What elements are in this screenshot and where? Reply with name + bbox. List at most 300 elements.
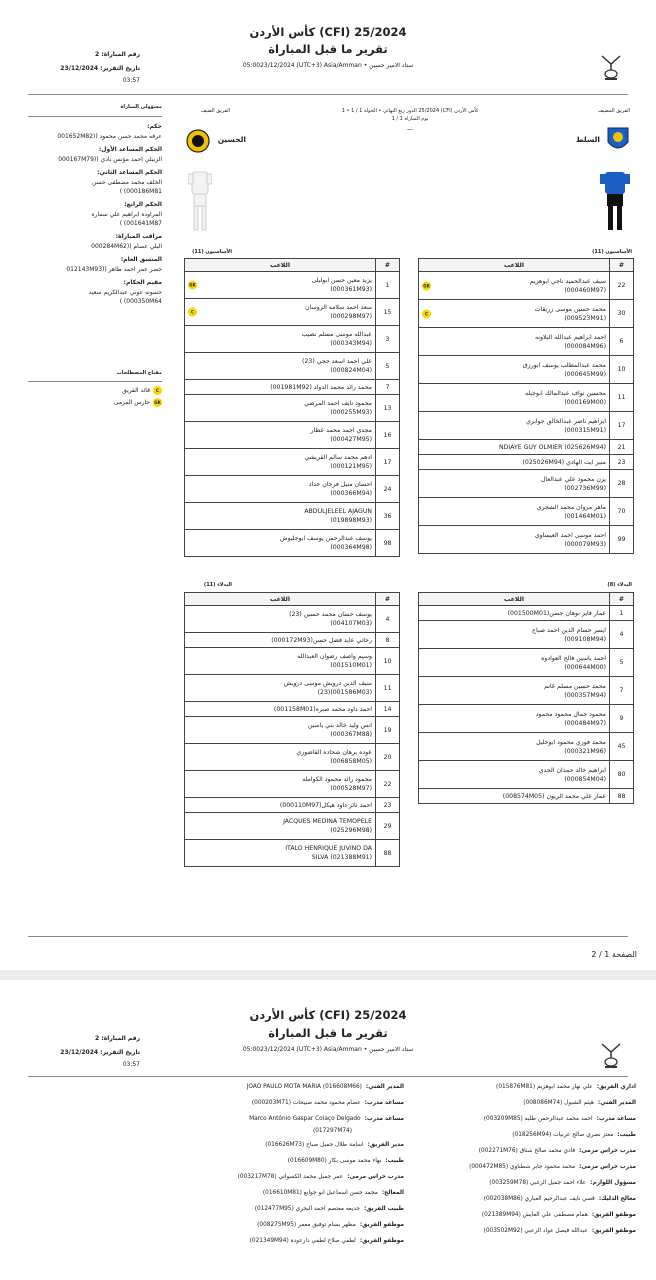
player-code: (000854M04) [564,775,606,783]
report-date-p2: تاريخ التقرير: 23/12/2024 [60,1049,140,1056]
staff-entry [479,1148,636,1154]
player-name: ابراهيم خالد حمدان الجدي [538,766,606,774]
player-name: ابراهيم ناصر عبدالخالق جوابري [525,417,606,425]
player-row [185,744,400,771]
player-number: 36 [376,503,400,530]
away-team-label: الفريق الضيف [200,108,230,114]
player-number: 29 [376,813,400,840]
column-header-player: اللاعب [419,259,610,272]
player-code: (000255M93) [330,409,372,416]
player-code: (000484M97) [564,719,606,727]
federation-logo [598,52,624,86]
player-cell [185,840,376,867]
player-cell [419,789,610,804]
staff-entry [484,1116,636,1122]
player-cell [185,530,376,557]
official-name: المراوده ابراهيم علي سماره [91,211,162,218]
official-entry [28,123,162,140]
away-staff-list [190,1084,404,1274]
player-cell [185,272,376,299]
report-time-p2: 03:57 [122,1061,140,1068]
player-cell [185,813,376,840]
player-row [419,412,634,440]
official-entry [28,169,162,195]
player-cell [419,455,610,470]
player-cell [419,606,610,621]
player-code: (000298M97) [330,313,372,320]
official-role: مقيم الحكام: [123,279,162,286]
report-time: 03:57 [122,77,140,84]
player-code: (000824M04) [330,367,372,374]
player-row [185,798,400,813]
player-cell [419,498,610,526]
staff-name: همام مصطفى علي العايش (021389M94) [481,1212,588,1218]
column-header-player: اللاعب [419,593,610,606]
player-number: 1 [610,606,634,621]
staff-name: محمد حسن اسماعيل ابو جوابع (016610M81) [262,1190,378,1196]
table-header-row [185,593,400,606]
staff-entry [238,1174,404,1180]
table-header-row [185,259,400,272]
staff-entry [484,1228,636,1234]
official-entry [28,201,162,227]
page-number: الصفحة 1 / 2 [591,950,637,959]
player-code: (000645M99) [564,370,606,378]
table-header-row [419,259,634,272]
staff-name: عصام محمود محمد صبيحات (000203M71) [251,1100,361,1106]
player-row [419,440,634,455]
official-code: 000186M81) ) [119,188,162,195]
player-name: محمد حسين موسى زريقات [534,305,606,313]
player-name: محمد حسين مسلم غانم [544,682,606,690]
player-number: 22 [376,771,400,798]
official-name: البلي عصام ((000284M62 [91,243,162,250]
home-subs-title: البدلاء (8) [607,582,632,588]
player-row [185,717,400,744]
staff-name: Marco António Gaspar Colaço Delgado [249,1116,361,1122]
staff-entry [247,1084,404,1090]
away-kit-icon [188,170,212,240]
player-cell [185,606,376,633]
player-name: NDIAYE GUY OLMIER (025626M94) [498,443,606,451]
player-number: 19 [376,717,400,744]
player-cell [185,449,376,476]
staff-name: مظهر بسام توفيق معمر (008275M95) [257,1222,356,1228]
staff-entry [469,1164,636,1170]
player-code: (000121M95) [330,463,372,470]
column-header-player: اللاعب [185,259,376,272]
staff-name: فادي محمد صالح شناق (002271M76) [478,1148,576,1154]
staff-role: مدير الفريق: [367,1142,404,1148]
player-cell [419,733,610,761]
staff-name: محمد محمود جابر شطناوي (000472M85) [469,1164,576,1170]
player-row [185,771,400,798]
player-name: رحاتي عايد فضل حسن(000172M93) [271,636,372,644]
player-name: يوسف عبدالرحمن يوسف ابوجليوش [280,535,372,542]
staff-entry [482,1212,636,1218]
player-row [419,526,634,554]
player-code: (000366M94) [330,490,372,497]
table-header-row [419,593,634,606]
home-kit-icon [600,170,630,240]
player-code: (000357M94) [564,691,606,699]
player-number: 21 [610,440,634,455]
player-row [185,530,400,557]
player-name: محمود جمال محمود محمود [535,710,606,718]
player-number: 14 [376,702,400,717]
official-code: 001641M87) ) [119,220,162,227]
staff-role: مساعد مدرب: [364,1116,404,1122]
home-starters-title: الأساسيون (11) [592,249,632,255]
official-role: مراقب المباراة: [115,233,162,240]
staff-name: بهاء محمد موسى بكار (016609M80) [287,1158,382,1164]
player-code: (025296M98) [330,827,372,834]
away-subs-title: البدلاء (11) [203,582,232,588]
staff-role: طبيب: [385,1158,404,1164]
staff-role: موظفو الفريق: [359,1222,404,1228]
captain-badge-icon: C [153,386,162,395]
player-cell [419,705,610,733]
player-code: (006858M05) [330,758,372,765]
player-row [419,328,634,356]
staff-role: المدير الفني: [365,1084,404,1090]
official-entry [28,146,162,163]
player-cell [185,675,376,702]
staff-entry [252,1100,404,1106]
away-starters-table [184,258,400,557]
player-cell [419,384,610,412]
staff-name: علي نهار محمد ابوهزيم (015876M81) [496,1084,593,1090]
player-cell [419,761,610,789]
official-role: الحكم الرابع: [124,201,162,208]
away-team-name: الحسين [217,135,246,144]
player-code: (000364M98) [330,544,372,551]
player-name: عمار علي محمد الزيون (008574M05) [502,792,606,800]
player-row [185,422,400,449]
staff-name: عبدالله فيصل عواد الزعبي (003502M92) [483,1228,588,1234]
column-header-player: اللاعب [185,593,376,606]
player-number: 4 [376,606,400,633]
player-name: يوسف حسان محمد حسين (23) [289,611,372,618]
player-name: محمد رائد محمد الدواد (001981M92) [270,383,372,391]
report-subtitle: تقرير ما قبل المباراة [268,42,388,56]
match-number-p2: رقم المباراة: 2 [95,1035,140,1042]
player-number: 23 [376,798,400,813]
player-code: (000321M96) [564,747,606,755]
player-name: يزيد معين حسن ابوليلى [311,277,372,284]
player-cell [419,470,610,498]
player-code: (000169M00) [564,398,606,406]
home-subs-table [418,592,634,804]
staff-entry [512,1132,636,1138]
report-subtitle-p2: تقرير ما قبل المباراة [268,1026,388,1040]
official-entry [28,233,162,250]
player-row [185,503,400,530]
player-number: 99 [610,526,634,554]
player-code: (000644M00) [564,663,606,671]
player-row [185,299,400,326]
away-starters-title: الأساسيون (11) [192,249,232,255]
player-cell [419,649,610,677]
player-name: احمد داود محمد صبره(001158M01) [273,705,372,713]
player-cell [185,326,376,353]
player-cell [185,422,376,449]
staff-name: قصي نايف عبدالرحيم العباري (002038M86) [483,1196,595,1202]
staff-role: مدرب حراس مرمى: [347,1174,404,1180]
player-row [419,300,634,328]
player-name: محسين نواف عبدالمالك ابوجبله [524,389,606,397]
staff-name: علاء احمد جميل الزغبي (003259M78) [489,1180,587,1186]
staff-entry [255,1206,404,1212]
home-team-name: السلط [575,135,600,144]
player-code: (002736M99) [564,484,606,492]
match-info-p2: 05:0023/12/2024 (UTC+3) Asia/Amman • ستاد الامير حسين [242,1046,414,1053]
official-role: حكم: [147,123,162,130]
player-number: 24 [376,476,400,503]
player-number: 22 [610,272,634,300]
player-name: مجدي احمد محمد عطار [310,427,372,434]
player-name: محمود رائد محمود الكوامله [302,776,372,783]
player-code: (009108M94) [564,635,606,643]
player-cell [185,299,376,326]
staff-name: جديعه معتصم احمد البحري (012477M95) [254,1206,360,1212]
player-number: 23 [610,455,634,470]
player-code: SILVA (021388M91) [311,854,372,861]
player-number: 1 [376,272,400,299]
player-number: 10 [610,356,634,384]
player-code: (001464M01) [564,512,606,520]
player-cell [185,648,376,675]
player-number: 88 [376,840,400,867]
player-name: احمد موسى احمد العيساوي [534,531,606,539]
player-number: 70 [610,498,634,526]
player-name: عبدالله موسى مسلم نصيب [301,331,372,338]
staff-role: مساعد مدرب: [596,1116,636,1122]
player-row [185,395,400,422]
player-row [185,648,400,675]
official-role: الحكم المساعد الأول: [98,146,162,153]
player-number: 30 [610,300,634,328]
player-cell [185,395,376,422]
player-cell [185,717,376,744]
staff-name: احمد محمد عبدالرحمن طلبه (003209M85) [483,1116,593,1122]
match-number: رقم المباراة: 2 [95,51,140,58]
goalkeeper-badge-icon: GK [154,400,161,405]
staff-role: موظفو الفريق: [591,1212,636,1218]
report-date: تاريخ التقرير: 23/12/2024 [60,65,140,72]
player-cell [185,633,376,648]
player-number: 6 [610,328,634,356]
player-row [419,621,634,649]
player-code: (000367M88) [330,731,372,738]
player-code: (019898M93) [330,517,372,524]
player-number: 4 [610,621,634,649]
staff-role: مدرب حراس مرمى: [579,1164,636,1170]
player-row [185,840,400,867]
player-name: سعد احمد سلامه الروسان [305,304,372,311]
report-title-p2: كأس الأردن (CFI) 25/2024 [249,1008,407,1022]
player-name: احسان منيل فرحان حداد [308,481,372,488]
goalkeeper-badge-icon: GK [423,283,430,288]
player-cell [185,353,376,380]
player-name: ايسر حسام الدين احمد صباح [532,626,606,634]
player-name: عمار فايز نوهان جسن(001500M01) [507,609,606,617]
staff-entry [484,1196,636,1202]
player-number: 45 [610,733,634,761]
player-row [419,733,634,761]
official-role: المنسق العام: [120,256,162,263]
official-name: خضر عمر احمد طاهر ((012143M93 [66,266,162,273]
player-cell [419,300,610,328]
officials-title: مسؤولي المباراة [120,104,162,110]
column-header-number: # [376,593,400,606]
player-row [419,272,634,300]
player-row [185,380,400,395]
player-code: (000315M91) [564,426,606,434]
player-cell [185,744,376,771]
player-name: علي احمد اسعد حجي (23) [302,358,372,365]
home-starters-table [418,258,634,554]
player-number: 28 [610,470,634,498]
player-cell [419,412,610,440]
player-cell [419,356,610,384]
column-header-number: # [610,593,634,606]
staff-role: طبيب الفريق: [363,1206,404,1212]
player-name: ITALO HENRIQUE JUVINO DA [285,845,372,852]
staff-role: اداري الفريق: [596,1084,636,1090]
player-code: (000460M97) [564,286,606,294]
player-number: 10 [376,648,400,675]
player-cell [419,621,610,649]
player-name: سيف الدين درويش موسى درويش [283,680,372,687]
staff-entry [496,1084,636,1090]
player-row [419,649,634,677]
staff-entry [523,1100,636,1106]
player-row [419,606,634,621]
staff-entry [249,1116,404,1122]
staff-role: المعالج: [381,1190,404,1196]
official-entry [28,256,162,273]
player-name: انس وليد خالد بني ياسين [307,722,372,729]
staff-name: عمر جميل محمد الكسواني (003217M78) [237,1174,344,1180]
staff-role: مساعد مدرب: [364,1100,404,1106]
captain-badge-icon: C [188,308,197,317]
player-number: 15 [376,299,400,326]
player-number: 17 [376,449,400,476]
official-name: الزبيلي احمد مؤنس نادي ((000167M79 [58,156,162,163]
player-code: (000361M93) [330,286,372,293]
staff-role: موظفو الفريق: [591,1228,636,1234]
player-number: 16 [376,422,400,449]
player-row [185,476,400,503]
match-info: 05:0023/12/2024 (UTC+3) Asia/Amman • ستاد الامير حسين [242,62,414,69]
player-number: 5 [376,353,400,380]
player-row [419,498,634,526]
player-number: 13 [376,395,400,422]
player-code: (004107M03) [330,620,372,627]
player-number: 3 [376,326,400,353]
player-row [419,455,634,470]
player-cell [419,440,610,455]
staff-entry [250,1238,404,1244]
player-row [419,470,634,498]
player-row [419,356,634,384]
officials-panel [28,104,162,311]
score-placeholder: — [407,126,413,133]
staff-entry [489,1180,636,1186]
player-name: وسيم واصف رضوان العبدالله [297,653,372,660]
player-number: 88 [610,789,634,804]
player-name: احمد ثائر داود هيكل(000110M97) [279,801,372,809]
player-number: 7 [376,380,400,395]
report-title: كأس الأردن (CFI) 25/2024 [249,25,407,39]
player-number: 11 [610,384,634,412]
player-name: سيف عبدالحميد ناجي ابوهزيم [529,277,606,285]
player-row [185,606,400,633]
player-code: (000343M94) [330,340,372,347]
staff-role: طبيب: [617,1132,636,1138]
player-row [185,272,400,299]
staff-role: موظفو الفريق: [359,1238,404,1244]
competition-info: كأس الأردن (CFI) 25/2024 الدور ربع النهائي • الجولة 1 / 1 • 1 [341,108,479,114]
player-name: محمود نايف احمد المرضي [304,400,372,407]
player-row [419,705,634,733]
player-cell [185,702,376,717]
player-row [419,761,634,789]
player-name: احمد ابراهيم عبدالله البلاونه [534,333,606,341]
player-cell [185,476,376,503]
player-code: (000528M97) [330,785,372,792]
player-code: (001586M03)(23) [317,689,372,696]
staff-name: هيثم الشبول (008086M74) [523,1100,594,1106]
player-name: احمد ياسين فالح العوادوه [541,654,606,662]
player-cell [419,272,610,300]
player-code: (000079M93) [564,540,606,548]
player-name: محمد عبدالمطلب يوسف ابورزق [522,361,606,369]
player-row [185,813,400,840]
staff-role: مسؤول اللوازم: [590,1180,636,1186]
player-row [185,702,400,717]
player-cell [419,526,610,554]
away-team-crest [186,128,210,158]
official-name: حسونه عوني عبدالكريم سعيد [88,289,162,296]
official-role: الحكم المساعد الثاني: [97,169,162,176]
player-number: 9 [610,705,634,733]
report-page-2 [0,980,656,1280]
player-number: 11 [376,675,400,702]
official-name: الخلف محمد مصطفى حسن [92,179,162,186]
matchday-info: يوم المباراة 1 / 1 [391,116,429,122]
staff-role: معالج الدليك: [598,1196,636,1202]
player-code: (000427M95) [330,436,372,443]
captain-badge-icon: C [422,309,431,318]
goalkeeper-badge-icon: GK [189,282,196,288]
player-row [185,633,400,648]
player-row [419,677,634,705]
staff-name: JOAO PAULO MOTA MARIA (016608M66) [246,1084,362,1090]
player-code: (009523M91) [564,314,606,322]
player-row [185,353,400,380]
official-name: عرقه محمد حسن محمود ((001652M82 [57,133,162,140]
player-number: 8 [376,633,400,648]
player-number: 17 [610,412,634,440]
staff-name: لطفي صلاح لطفي دارعوده (021349M94) [249,1238,356,1244]
staff-name: معتز نصري صالح عربيات (018256M94) [512,1132,614,1138]
player-cell [185,380,376,395]
player-name: ABDULJELEEL AJAGUN [304,508,372,515]
player-row [419,384,634,412]
legend-item [28,386,162,407]
